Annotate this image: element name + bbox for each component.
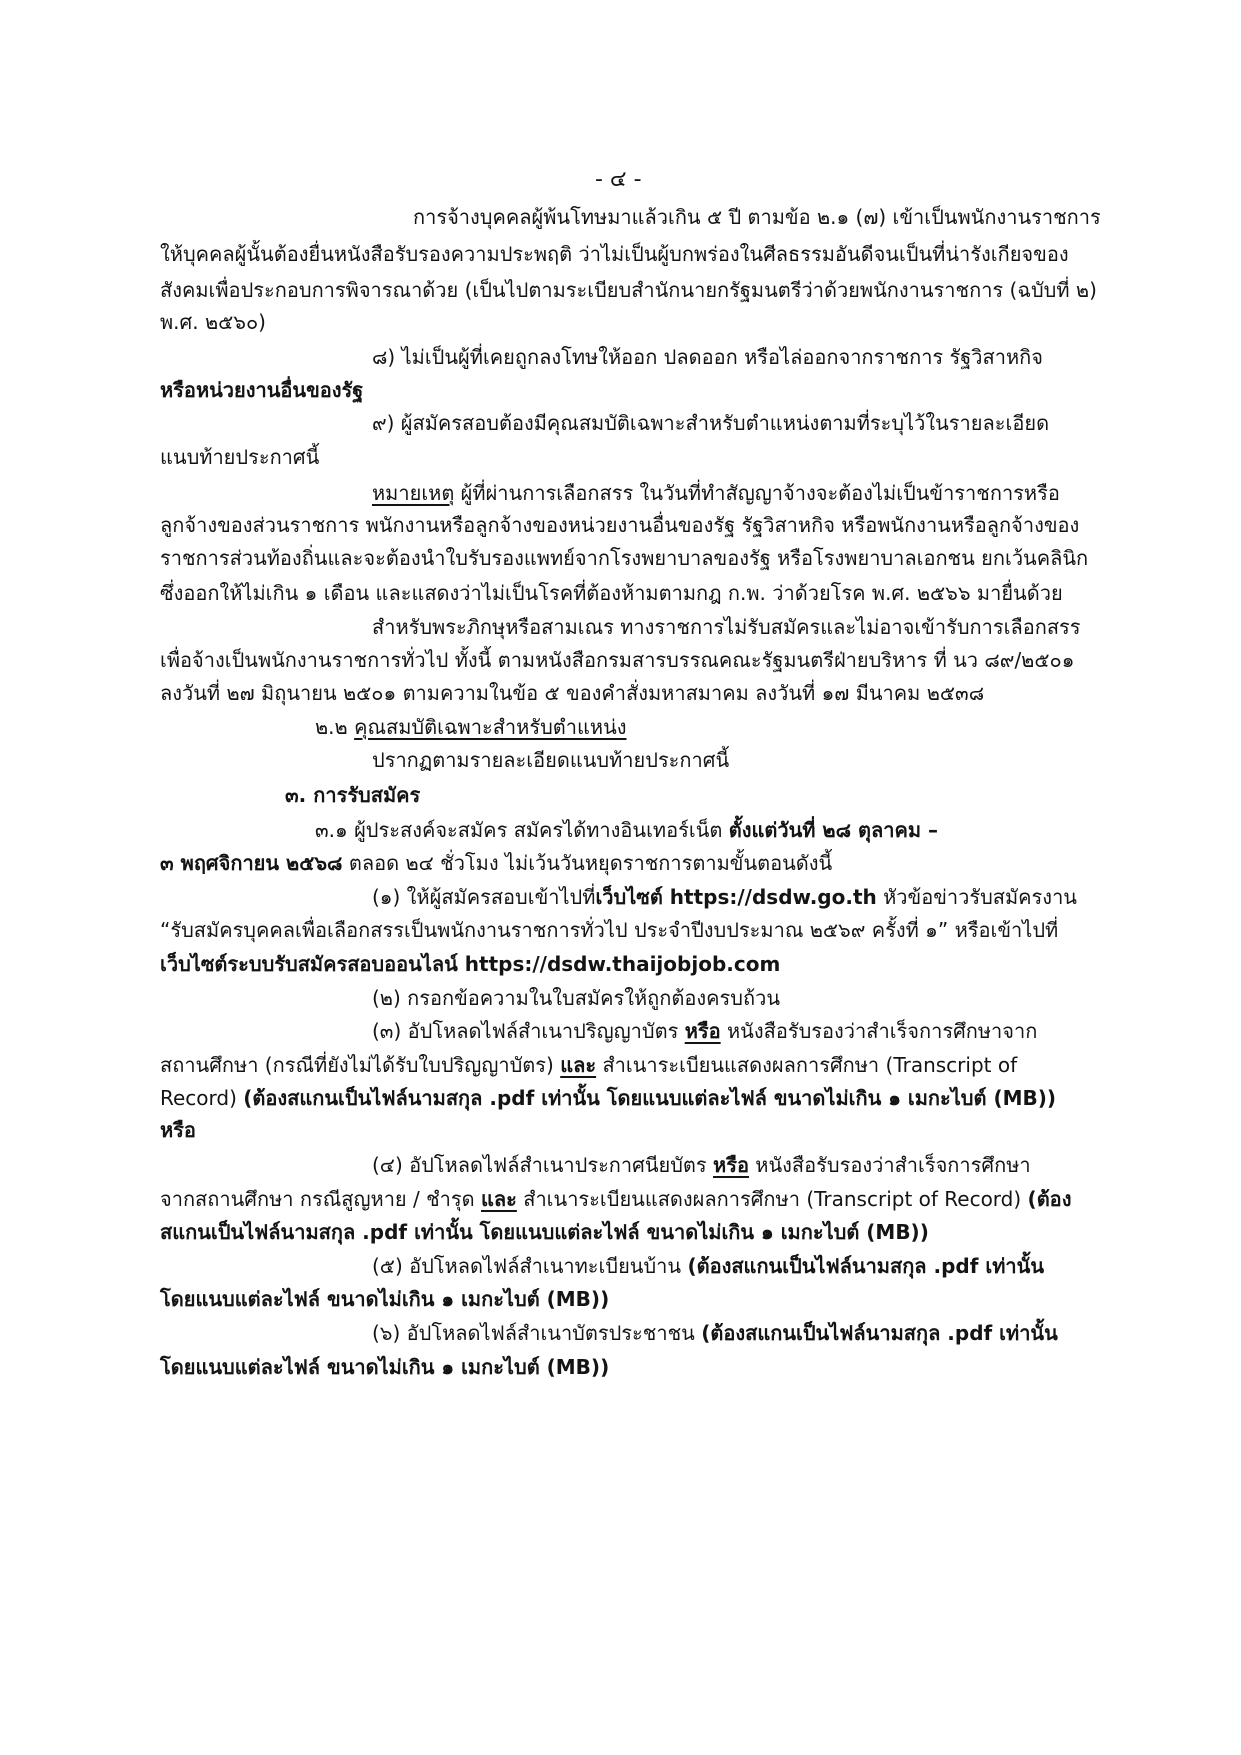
text-run: สำเนาระเบียนแสดงผลการศึกษา (Transcript of Record) [516, 1187, 1028, 1211]
text-run: ตลอด ๒๔ ชั่วโมง ไม่เว้นวันหยุดราชการตามขั้นตอนดังนี้ [342, 851, 833, 875]
text-run: สถานศึกษา (กรณีที่ยังไม่ได้รับใบปริญญาบัตร) [160, 1053, 561, 1077]
section-2-2-heading [315, 712, 627, 742]
paragraph-line: ลูกจ้างของส่วนราชการ พนักงานหรือลูกจ้างของหน่วยงานอื่นของรัฐ รัฐวิสาหกิจ หรือพนักงานหรือลูกจ้างของ [160, 513, 1080, 537]
text-run: จากสถานศึกษา กรณีสูญหาย / ชำรุด [160, 1187, 481, 1211]
paragraph-line: หรือ [160, 1118, 196, 1142]
section-title: คุณสมบัติเฉพาะสำหรับตำแหน่ง [354, 715, 627, 739]
text-run: (๔) อัปโหลดไฟล์สำเนาประกาศนียบัตร [372, 1153, 714, 1177]
paragraph-line: “รับสมัครบุคคลเพื่อเลือกสรรเป็นพนักงานราชการทั่วไป ประจำปีงบประมาณ ๒๕๖๙ ครั้งที่ ๑” หรือเข้าไปที่ [160, 918, 1059, 942]
section-3-heading: ๓. การรับสมัคร [285, 783, 421, 807]
paragraph-line: ซึ่งออกให้ไม่เกิน ๑ เดือน และแสดงว่าไม่เป็นโรคที่ต้องห้ามตามกฎ ก.พ. ว่าด้วยโรค พ.ศ. ๒๕๖๖ มายื่นด้วย [160, 581, 1063, 605]
online-system-link-text: เว็บไซต์ระบบรับสมัครสอบออนไลน์ https://dsdw.thaijobjob.com [160, 952, 781, 976]
text-run: (๖) อัปโหลดไฟล์สำเนาบัตรประชาชน [372, 1321, 702, 1345]
note-label: หมายเหตุ [372, 481, 455, 505]
text-run: หัวข้อข่าวรับสมัครงาน [876, 885, 1077, 909]
text-run: Record) [160, 1086, 244, 1110]
text-run-bold: (ต้อง [1027, 1187, 1072, 1211]
text-run: ๓.๑ ผู้ประสงค์จะสมัคร สมัครได้ทางอินเทอร์เน็ต [315, 818, 729, 842]
paragraph-line: เพื่อจ้างเป็นพนักงานราชการทั่วไป ทั้งนี้ ตามหนังสือกรมสารบรรณคณะรัฐมนตรีฝ่ายบริหาร ที่ นว ๘๙/๒๕๐๑ [160, 648, 1075, 672]
note-text: ผู้ที่ผ่านการเลือกสรร ในวันที่ทำสัญญาจ้างจะต้องไม่เป็นข้าราชการหรือ [454, 481, 1060, 505]
text-run: หนังสือรับรองว่าสำเร็จการศึกษาจาก [720, 1019, 1038, 1043]
paragraph-line: สำหรับพระภิกษุหรือสามเณร ทางราชการไม่รับสมัครและไม่อาจเข้ารับการเลือกสรร [372, 615, 1081, 639]
text-run-bold: ๓ พฤศจิกายน ๒๕๖๘ [160, 851, 343, 875]
section-number: ๒.๒ [315, 715, 355, 739]
paragraph-line: โดยแนบแต่ละไฟล์ ขนาดไม่เกิน ๑ เมกะไบต์ (MB)) [160, 1355, 610, 1379]
paragraph-line: แนบท้ายประกาศนี้ [160, 445, 320, 469]
text-run-bold-underline: หรือ [684, 1019, 721, 1043]
step-5 [372, 1251, 1044, 1281]
paragraph-line [160, 848, 832, 878]
paragraph-line [160, 1083, 1056, 1113]
list-item-9: ๙) ผู้สมัครสอบต้องมีคุณสมบัติเฉพาะสำหรับตำแหน่งตามที่ระบุไว้ในรายละเอียด [372, 411, 1050, 435]
paragraph-line: หรือหน่วยงานอื่นของรัฐ [160, 378, 364, 402]
paragraph-line: สแกนเป็นไฟล์นามสกุล .pdf เท่านั้น โดยแนบแต่ละไฟล์ ขนาดไม่เกิน ๑ เมกะไบต์ (MB)) [160, 1220, 929, 1244]
text-run: หนังสือรับรองว่าสำเร็จการศึกษา [748, 1153, 1031, 1177]
step-6 [372, 1318, 1058, 1348]
text-run: สำเนาระเบียนแสดงผลการศึกษา (Transcript of [596, 1053, 1018, 1077]
text-run-bold-underline: และ [481, 1187, 517, 1211]
paragraph-line: ปรากฏตามรายละเอียดแนบท้ายประกาศนี้ [372, 748, 730, 772]
paragraph-line [160, 1050, 1017, 1080]
step-1 [372, 882, 1077, 912]
text-run: (๕) อัปโหลดไฟล์สำเนาทะเบียนบ้าน [372, 1254, 688, 1278]
note-line [372, 478, 1060, 508]
paragraph-line: ราชการส่วนท้องถิ่นและจะต้องนำใบรับรองแพทย์จากโรงพยาบาลของรัฐ หรือโรงพยาบาลเอกชน ยกเว้นคลินิก [160, 546, 1089, 570]
text-run: (๓) อัปโหลดไฟล์สำเนาปริญญาบัตร [372, 1019, 685, 1043]
step-2: (๒) กรอกข้อความในใบสมัครให้ถูกต้องครบถ้วน [372, 986, 780, 1010]
list-item-8: ๘) ไม่เป็นผู้ที่เคยถูกลงโทษให้ออก ปลดออก หรือไล่ออกจากราชการ รัฐวิสาหกิจ [372, 345, 1043, 369]
page-number: - ๔ - [595, 167, 642, 192]
text-run-bold: (ต้องสแกนเป็นไฟล์นามสกุล .pdf เท่านั้น [687, 1254, 1045, 1278]
text-run: (๑) ให้ผู้สมัครสอบเข้าไปที่ [372, 885, 596, 909]
paragraph-line [315, 815, 938, 845]
paragraph-line: การจ้างบุคคลผู้พ้นโทษมาแล้วเกิน ๕ ปี ตามข้อ ๒.๑ (๗) เข้าเป็นพนักงานราชการ [413, 205, 1101, 229]
text-run-bold-underline: และ [560, 1053, 597, 1077]
paragraph-line: ลงวันที่ ๒๗ มิถุนายน ๒๕๐๑ ตามความในข้อ ๕ ของคำสั่งมหาสมาคม ลงวันที่ ๑๗ มีนาคม ๒๕๓๘ [160, 681, 985, 705]
step-3 [372, 1016, 1037, 1046]
paragraph-line: ให้บุคคลผู้นั้นต้องยื่นหนังสือรับรองความประพฤติ ว่าไม่เป็นผู้บกพร่องในศีลธรรมอันดีจนเป็นที่น่ารังเกียจของ [160, 242, 1069, 266]
text-run-bold: (ต้องสแกนเป็นไฟล์นามสกุล .pdf เท่านั้น โดยแนบแต่ละไฟล์ ขนาดไม่เกิน ๑ เมกะไบต์ (MB)) [243, 1086, 1057, 1110]
step-4 [372, 1150, 1031, 1180]
website-link-text: เว็บไซต์ https://dsdw.go.th [595, 885, 877, 909]
paragraph-line: สังคมเพื่อประกอบการพิจารณาด้วย (เป็นไปตามระเบียบสำนักนายกรัฐมนตรีว่าด้วยพนักงานราชการ (ฉบับที่ ๒) [160, 278, 1097, 302]
text-run-bold-underline: หรือ [713, 1153, 749, 1177]
paragraph-line: โดยแนบแต่ละไฟล์ ขนาดไม่เกิน ๑ เมกะไบต์ (MB)) [160, 1287, 610, 1311]
paragraph-line: พ.ศ. ๒๕๖๐) [160, 310, 266, 334]
text-run-bold: ตั้งแต่วันที่ ๒๘ ตุลาคม – [728, 818, 938, 842]
paragraph-line [160, 1184, 1071, 1214]
text-run-bold: (ต้องสแกนเป็นไฟล์นามสกุล .pdf เท่านั้น [701, 1321, 1058, 1345]
